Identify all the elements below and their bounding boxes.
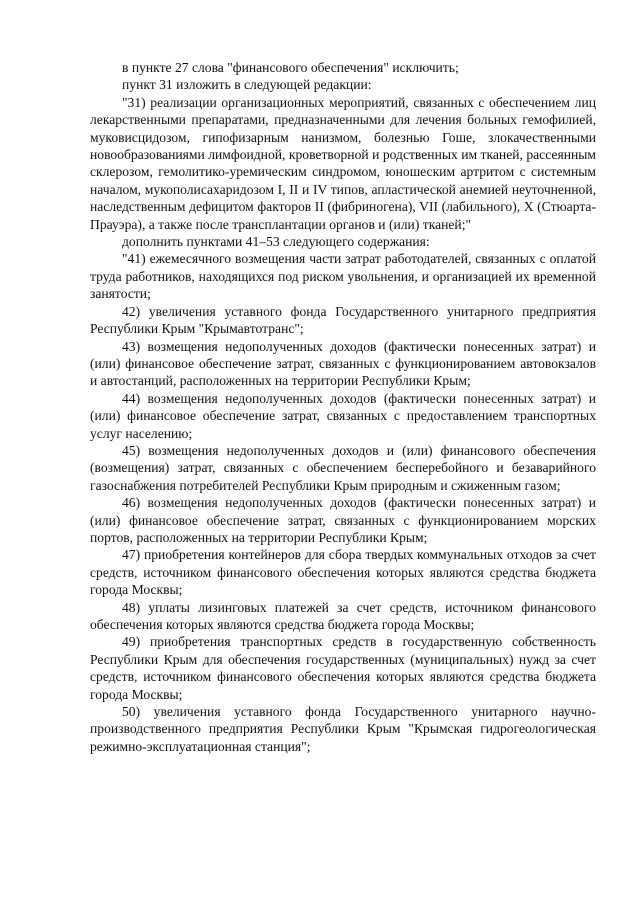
- paragraph-item-50: 50) увеличения уставного фонда Государственного унитарного научно-производственного предприятия Республики Крым "Крымская гидрогеологическая режимно-эксплуатационная станция";: [90, 704, 596, 754]
- paragraph-item-42: 42) увеличения уставного фонда Государственного унитарного предприятия Республики Крым "Крымавтотранс";: [90, 303, 596, 337]
- paragraph-item-47: 47) приобретения контейнеров для сбора твердых коммунальных отходов за счет средств, источником финансового обеспечения которых являются средства бюджета города Москвы;: [90, 547, 596, 598]
- paragraph-item-43: 43) возмещения недополученных доходов (фактически понесенных затрат) и (или) финансовое обеспечение затрат, связанных с функционированием автовокзалов и автостанций, расположенных на территории Республики Крым;: [90, 338, 596, 389]
- paragraph-add-items-intro: дополнить пунктами 41–53 следующего содержания:: [122, 234, 430, 250]
- paragraph-item-48: 48) уплаты лизинговых платежей за счет средств, источником финансового обеспечения которых являются средства бюджета города Москвы;: [90, 599, 596, 632]
- document-page: [90, 59, 596, 755]
- paragraph-item-46: 46) возмещения недополученных доходов (фактически понесенных затрат) и (или) финансовое обеспечение затрат, связанных с функционированием морских портов, расположенных на территории Республики Крым;: [90, 495, 596, 545]
- paragraph-item-31-intro: пункт 31 изложить в следующей редакции:: [122, 77, 372, 93]
- paragraph-item-41: "41) ежемесячного возмещения части затрат работодателей, связанных с оплатой труда работников, находящихся под риском увольнения, и организацией их временной занятости;: [90, 251, 596, 302]
- paragraph-item-49: 49) приобретения транспортных средств в государственную собственность Республики Крым для обеспечения государственных (муниципальных) нужд за счет средств, источником финансового обеспечения которых являются средства бюджета города Москвы;: [90, 634, 596, 702]
- paragraph-item-31-text: "31) реализации организационных мероприятий, связанных с обеспечением лиц лекарственными препаратами, предназначенными для лечения больных гемофилией, муковисцидозом, гипофизарным нанизмом, болезнью Гоше, злокачественными новообразованиями лимфоидной, кроветворной и родственных им тканей, рассеянным склерозом, гемолитико-уремическим синдромом, юношеским артритом с системным началом, мукополисахаридозом I, II и IV типов, апластической анемией неуточненной, наследственным дефицитом факторов II (фибриногена), VII (лабильного), X (Стюарта-Прауэра), а также после трансплантации органов и (или) тканей;": [90, 94, 596, 232]
- paragraph-item-44: 44) возмещения недополученных доходов (фактически понесенных затрат) и (или) финансовое обеспечение затрат, связанных с предоставлением транспортных услуг населению;: [90, 390, 596, 441]
- paragraph-item-45: 45) возмещения недополученных доходов и (или) финансового обеспечения (возмещения) затрат, связанных с обеспечением бесперебойного и безаварийного газоснабжения потребителей Республики Крым природным и сжиженным газом;: [90, 442, 596, 493]
- paragraph-item-27: в пункте 27 слова "финансового обеспечения" исключить;: [122, 60, 459, 75]
